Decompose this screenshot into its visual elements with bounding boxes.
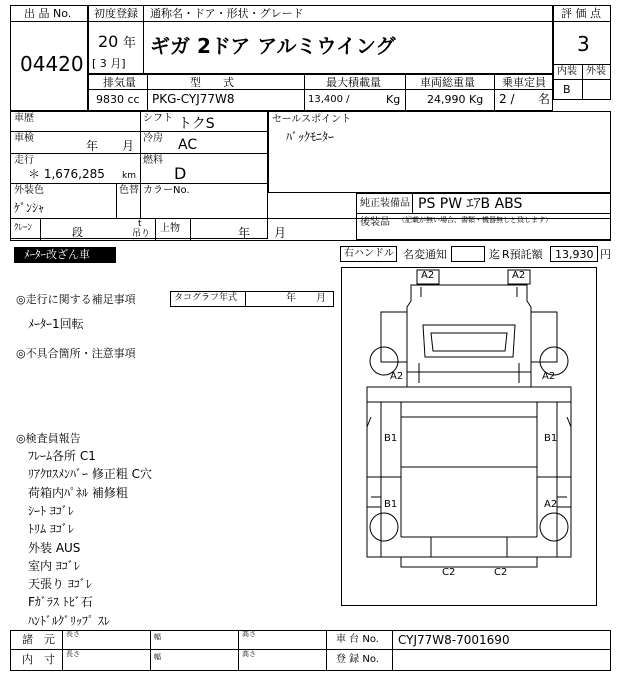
mark-rear-left: C2 [442, 567, 456, 578]
width-label-1: 幅 [154, 633, 161, 641]
mark-right-rear: A2 [544, 499, 558, 510]
reg-no-label: 登 録 No. [336, 654, 379, 665]
dims-label: 内 寸 [22, 653, 55, 666]
accessory-note: （記載が無い場合、書類・機器無しと致します） [398, 216, 552, 224]
inspector-title: ◎検査員報告 [16, 432, 81, 445]
mark-right-mid: B1 [544, 433, 558, 444]
model-value: PKG-CYJ77W8 [152, 92, 235, 106]
mark-left-rear: B1 [384, 499, 398, 510]
gvw-label: 車両総重量 [420, 76, 475, 89]
ext-color-label: 外装色 [14, 185, 44, 196]
reg-year-unit: 年 [123, 36, 137, 51]
rating-label: 評 価 点 [561, 7, 601, 20]
mileage-unit: km [122, 171, 136, 181]
recycle-label: R預託額 [502, 248, 543, 261]
inspector-item: 荷箱内ﾊﾟﾈﾙ 補修粗 [28, 485, 128, 500]
name-change-label: 名変通知 [403, 248, 447, 261]
inspector-item: 室内 ﾖｺﾞﾚ [28, 558, 80, 573]
length-label-2: 長さ [66, 650, 80, 658]
fuel-value: D [174, 164, 187, 183]
equipment-label: 純正装備品 [360, 198, 410, 209]
ac-label: 冷房 [143, 133, 163, 144]
interior-label: 内装 [557, 66, 577, 77]
sales-point-value: ﾊﾞｯｸﾓﾆﾀｰ [286, 130, 335, 144]
lot-number: 04420 [20, 52, 84, 76]
mark-left-mid: B1 [384, 433, 398, 444]
reg-year: 20 [98, 32, 119, 51]
inspection-label: 車検 [14, 133, 34, 144]
tacho-date: 年 月 [286, 293, 326, 304]
truck-diagram [341, 267, 597, 606]
inspector-item: 外装 AUS [28, 540, 81, 555]
scrap-label: 迄 [489, 248, 500, 261]
crane-ton: t [138, 219, 142, 229]
lot-label: 出 品 No. [24, 7, 72, 20]
accessory-label: 後装品 [360, 217, 390, 228]
inspector-item: Fｶﾞﾗｽ ﾄﾋﾞ石 [28, 595, 93, 610]
width-label-2: 幅 [154, 653, 161, 661]
crane-hang: 吊り [132, 229, 151, 239]
chassis-value: CYJ77W8-7001690 [398, 633, 510, 647]
mark-side-front-left: A2 [390, 371, 404, 382]
inspector-item: 天張り ﾖｺﾞﾚ [28, 577, 92, 592]
exterior-label: 外装 [586, 66, 606, 77]
inspector-item: ﾘｱｸﾛｽﾒﾝﾊﾞｰ 修正粗 C穴 [28, 467, 153, 482]
defect-title: ◎不具合箇所・注意事項 [16, 347, 136, 360]
inspection-value: 年 月 [86, 139, 135, 153]
driving-title: ◎走行に関する補足事項 [16, 293, 136, 306]
name-change-box [451, 246, 485, 262]
max-load-value: 13,400 / [308, 94, 350, 105]
crane-label: ｸﾚｰﾝ [14, 223, 33, 233]
shift-label: シフト [143, 113, 173, 124]
inspector-item: ﾊﾝﾄﾞﾙｸﾞﾘｯﾌﾟ ｽﾚ [28, 613, 110, 628]
car-name: ギガ 2ドア アルミウイング [150, 34, 396, 58]
mileage-value: ＊ 1,676,285 [28, 167, 105, 181]
body-date: 年 月 [238, 226, 287, 240]
mark-rear-right: C2 [494, 567, 508, 578]
name-label: 通称名・ドア・形状・グレード [150, 7, 304, 20]
first-reg-label: 初度登録 [94, 7, 138, 20]
rating-value: 3 [577, 32, 590, 56]
color-code-label: 色替 [119, 185, 139, 196]
max-load-label: 最大積載量 [326, 76, 381, 89]
recycle-amount: 13,930 [555, 248, 594, 261]
height-label-1: 高さ [242, 630, 256, 638]
height-label-2: 高さ [242, 650, 256, 658]
mark-front-left: A2 [421, 270, 435, 281]
history-label: 車歴 [14, 113, 34, 124]
displacement-label: 排気量 [103, 76, 136, 89]
fuel-label: 燃料 [143, 155, 163, 166]
inspector-item: ﾄﾘﾑ ﾖｺﾞﾚ [28, 522, 74, 537]
gvw-value: 24,990 Kg [427, 93, 484, 106]
sales-point-label: セールスポイント [272, 114, 352, 125]
ext-color-value: ｹﾞﾝｼｬ [14, 201, 45, 215]
color-no-label: カラーNo. [143, 185, 190, 196]
mark-front-right: A2 [512, 270, 526, 281]
body-label: 上物 [160, 223, 180, 234]
length-label-1: 長さ [66, 630, 80, 638]
shift-value: トクS [178, 116, 215, 132]
ac-value: AC [178, 137, 198, 153]
footer-box [10, 630, 611, 671]
capacity-unit: 名 [538, 92, 551, 106]
interior-grade: B [563, 83, 571, 96]
model-label: 型 式 [190, 76, 234, 89]
driving-note: ﾒｰﾀｰ1回転 [28, 317, 84, 331]
equipment-value: PS PW ｴｱB ABS [418, 196, 523, 212]
chassis-label: 車 台 No. [336, 634, 379, 645]
crane-step: 段 [72, 226, 83, 239]
inspector-item: ｼｰﾄ ﾖｺﾞﾚ [28, 503, 74, 518]
specs-label: 諸 元 [22, 633, 55, 646]
mileage-label: 走行 [14, 155, 34, 166]
recycle-unit: 円 [600, 248, 611, 261]
displacement-value: 9830 cc [96, 93, 140, 106]
reg-month: [ 3 月] [92, 57, 126, 70]
tacho-label: タコグラフ年式 [174, 293, 238, 303]
max-load-unit: Kg [386, 93, 401, 106]
capacity-value: 2 / [499, 92, 515, 106]
capacity-label: 乗車定員 [502, 76, 546, 89]
steering-label: 右ハンドル [344, 248, 394, 259]
inspector-item: ﾌﾚｰﾑ各所 C1 [28, 449, 96, 463]
tampered-label: ﾒｰﾀｰ改ざん車 [24, 248, 90, 261]
mark-side-front-right: A2 [542, 371, 556, 382]
